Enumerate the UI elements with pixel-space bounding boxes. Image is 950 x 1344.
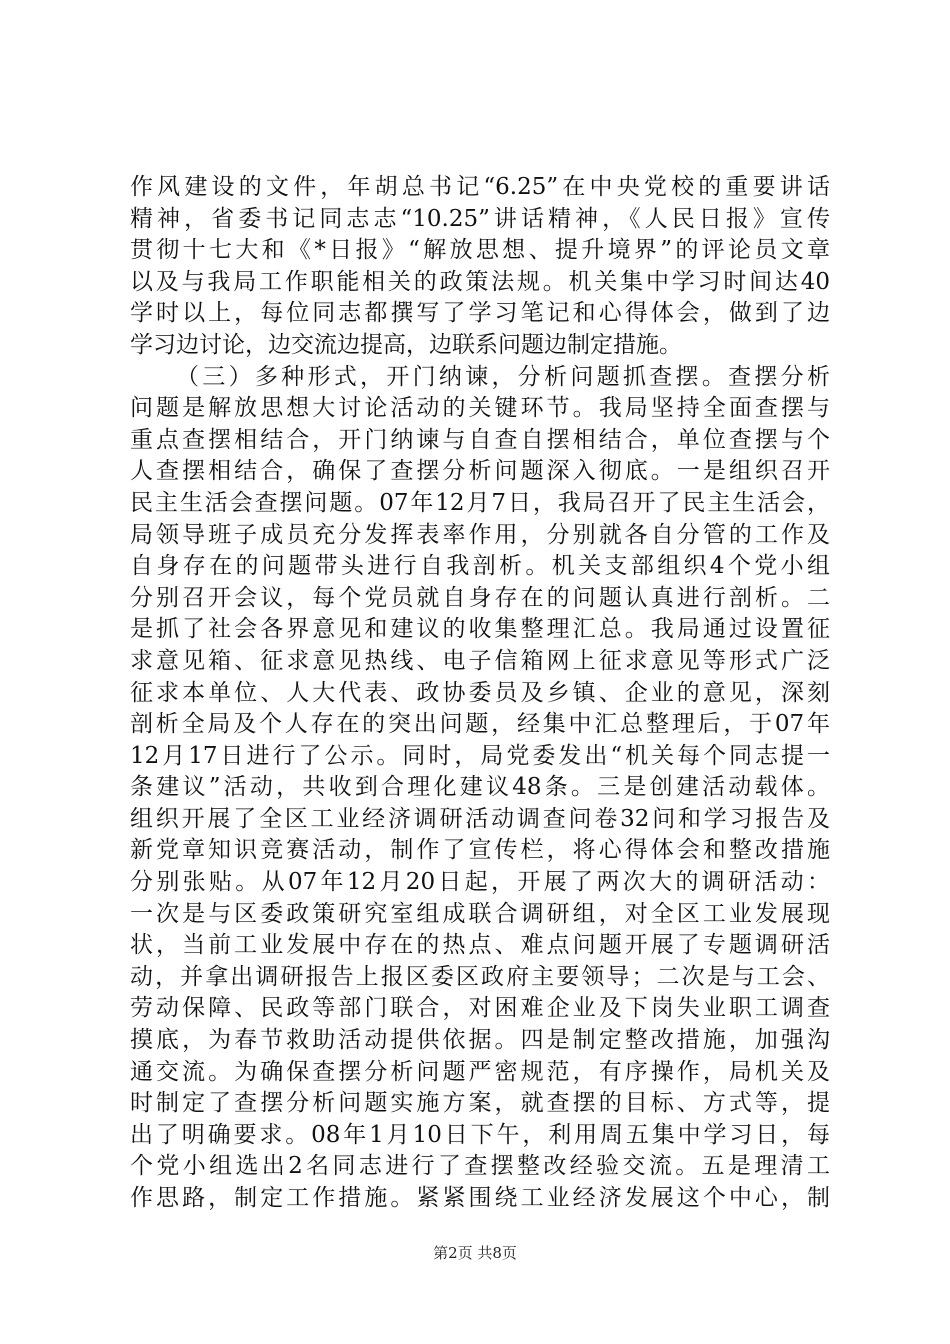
text-line: 贯彻十七大和《*日报》“解放思想、提升境界”的评论员文章 (130, 237, 830, 264)
text-line: 是抓了社会各界意见和建议的收集整理汇总。我局通过设置征 (130, 616, 830, 643)
text-line: 以及与我局工作职能相关的政策法规。机关集中学习时间达40 (130, 268, 830, 295)
text-line: 出了明确要求。08年1月10日下午，利用周五集中学习日，每 (130, 1121, 830, 1148)
body-text (130, 172, 830, 1215)
text-line: 新党章知识竞赛活动，制作了宣传栏，将心得体会和整改措施 (130, 837, 830, 864)
text-line: 分别张贴。从07年12月20日起，开展了两次大的调研活动： (130, 869, 830, 896)
text-line: 局领导班子成员充分发挥表率作用，分别就各自分管的工作及 (130, 521, 830, 548)
text-line: 动，并拿出调研报告上报区委区政府主要领导；二次是与工会、 (130, 963, 830, 990)
page-number-footer: 第2页 共8页 (433, 1244, 517, 1262)
text-line: 征求本单位、人大代表、政协委员及乡镇、企业的意见，深刻 (130, 679, 830, 706)
text-line: 状，当前工业发展中存在的热点、难点问题开展了专题调研活 (130, 932, 830, 959)
text-line: 求意见箱、征求意见热线、电子信箱网上征求意见等形式广泛 (130, 647, 830, 674)
text-line: 重点查摆相结合，开门纳谏与自查自摆相结合，单位查摆与个 (130, 426, 830, 453)
text-line: 作思路，制定工作措施。紧紧围绕工业经济发展这个中心，制 (130, 1185, 830, 1211)
text-line: 劳动保障、民政等部门联合，对困难企业及下岗失业职工调查 (130, 995, 830, 1022)
text-line: 12月17日进行了公示。同时，局党委发出“机关每个同志提一 (130, 742, 830, 769)
text-line: 通交流。为确保查摆分析问题严密规范，有序操作，局机关及 (130, 1058, 830, 1085)
text-line: 学时以上，每位同志都撰写了学习笔记和心得体会，做到了边 (130, 300, 830, 327)
text-line: 问题是解放思想大讨论活动的关键环节。我局坚持全面查摆与 (130, 395, 830, 422)
text-line: 自身存在的问题带头进行自我剖析。机关支部组织4个党小组 (130, 553, 830, 580)
text-line: 作风建设的文件，年胡总书记“6.25”在中央党校的重要讲话 (130, 174, 830, 200)
text-line: 个党小组选出2名同志进行了查摆整改经验交流。五是理清工 (130, 1153, 830, 1180)
text-line: 一次是与区委政策研究室组成联合调研组，对全区工业发展现 (130, 900, 830, 927)
paragraph-start-line: （三）多种形式，开门纳谏，分析问题抓查摆。查摆分析 (176, 363, 830, 390)
text-line: 民主生活会查摆问题。07年12月7日，我局召开了民主生活会， (130, 489, 830, 516)
text-line: 条建议”活动，共收到合理化建议48条。三是创建活动载体。 (130, 774, 830, 801)
text-line: 分别召开会议，每个党员就自身存在的问题认真进行剖析。二 (130, 584, 830, 611)
text-line: 摸底，为春节救助活动提供依据。四是制定整改措施，加强沟 (130, 1027, 830, 1054)
text-line: 时制定了查摆分析问题实施方案，就查摆的目标、方式等，提 (130, 1090, 830, 1117)
text-line: 人查摆相结合，确保了查摆分析问题深入彻底。一是组织召开 (130, 458, 830, 485)
text-line: 学习边讨论，边交流边提高，边联系问题边制定措施。 (130, 331, 682, 358)
text-line: 剖析全局及个人存在的突出问题，经集中汇总整理后，于07年 (130, 711, 830, 738)
text-line: 组织开展了全区工业经济调研活动调查问卷32问和学习报告及 (130, 805, 830, 832)
text-line: 精神，省委书记同志志“10.25”讲话精神，《人民日报》宣传 (130, 205, 830, 232)
